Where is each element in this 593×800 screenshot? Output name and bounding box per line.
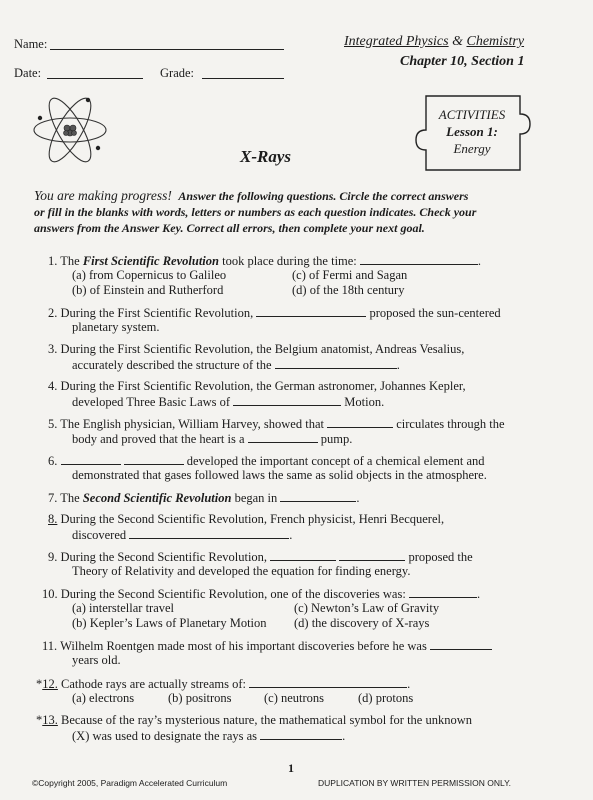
question-text: . xyxy=(476,587,481,601)
answer-blank[interactable] xyxy=(260,728,342,740)
question-star: * xyxy=(36,677,43,691)
question-number: 4. xyxy=(48,379,58,393)
question-text: The English physician, William Harvey, showed that xyxy=(60,417,324,431)
question-9 xyxy=(48,549,473,565)
choice-d[interactable]: (d) the discovery of X-rays xyxy=(294,616,430,630)
course-name-part2: Chemistry xyxy=(466,34,525,49)
question-9-line-2: Theory of Relativity and developed the equation for finding energy. xyxy=(72,564,411,578)
question-2-line-2: planetary system. xyxy=(72,320,160,334)
choice-c[interactable]: (c) of Fermi and Sagan xyxy=(292,268,408,282)
answer-blank[interactable] xyxy=(360,253,478,265)
answer-blank[interactable] xyxy=(233,394,341,406)
course-title xyxy=(344,34,524,50)
question-1 xyxy=(48,253,481,269)
question-number: 6. xyxy=(48,454,58,468)
question-3-line-2 xyxy=(72,357,400,373)
question-number: 7. xyxy=(48,491,58,505)
choice-a[interactable]: (a) electrons xyxy=(72,691,135,705)
course-name-part1: Integrated Physics xyxy=(344,34,449,49)
name-field[interactable] xyxy=(50,49,284,50)
question-8-line-2 xyxy=(72,527,292,543)
question-number: 8. xyxy=(48,512,58,526)
answer-blank[interactable] xyxy=(430,638,492,650)
question-text: . xyxy=(477,254,482,268)
question-text: body and proved that the heart is a xyxy=(72,432,245,446)
question-6-line-2: demonstrated that gases followed laws the same as solid objects in the atmosphere. xyxy=(72,468,487,482)
course-ampersand: & xyxy=(452,34,463,49)
question-number: 5. xyxy=(48,417,58,431)
question-text: (X) was used to designate the rays as xyxy=(72,729,258,743)
question-star: * xyxy=(36,713,43,727)
answer-blank-first[interactable] xyxy=(61,453,121,465)
question-11-line-2: years old. xyxy=(72,653,121,667)
answer-blank[interactable] xyxy=(275,357,397,369)
question-13 xyxy=(36,713,472,728)
page-number: 1 xyxy=(288,761,294,775)
question-10 xyxy=(42,586,480,602)
instructions-line-1 xyxy=(34,188,476,204)
question-12 xyxy=(36,676,410,692)
question-text: Because of the ray’s mysterious nature, the mathematical symbol for the unknown xyxy=(57,713,472,727)
choice-b[interactable]: (b) of Einstein and Rutherford xyxy=(72,283,224,297)
question-text: . xyxy=(356,491,360,505)
choice-b[interactable]: (b) Kepler’s Laws of Planetary Motion xyxy=(72,616,267,630)
answer-blank-last[interactable] xyxy=(124,453,184,465)
badge-lesson: Lesson 1: xyxy=(446,124,498,139)
instructions-line-3: answers from the Answer Key. Correct all errors, then complete your next goal. xyxy=(34,221,425,235)
answer-blank-last[interactable] xyxy=(339,549,405,561)
choice-d[interactable]: (d) of the 18th century xyxy=(292,283,405,297)
question-text: took place during the time: xyxy=(218,254,357,268)
question-7 xyxy=(48,490,360,506)
question-number: 9. xyxy=(48,550,58,564)
question-text: developed the important concept of a chemical element and xyxy=(186,454,485,468)
choice-b[interactable]: (b) positrons xyxy=(168,691,232,705)
date-field[interactable] xyxy=(47,78,143,79)
worksheet-title: X-Rays xyxy=(240,147,291,166)
answer-blank[interactable] xyxy=(129,527,289,539)
question-text: proposed the xyxy=(408,550,473,564)
badge-activities: ACTIVITIES xyxy=(438,107,506,122)
atom-icon xyxy=(30,88,110,168)
choice-a[interactable]: (a) from Copernicus to Galileo xyxy=(72,268,227,282)
question-5-line-2 xyxy=(72,431,352,447)
duplication-notice: DUPLICATION BY WRITTEN PERMISSION ONLY. xyxy=(318,778,512,788)
question-text: During the Second Scientific Revolution, one of the discoveries was: xyxy=(60,587,406,601)
choice-c[interactable]: (c) neutrons xyxy=(264,691,325,705)
choice-c[interactable]: (c) Newton’s Law of Gravity xyxy=(294,601,440,615)
question-number: 12. xyxy=(42,677,58,691)
question-text: During the Second Scientific Revolution, xyxy=(60,550,268,564)
grade-label: Grade: xyxy=(160,66,195,80)
answer-blank[interactable] xyxy=(280,490,356,502)
question-text: developed Three Basic Laws of xyxy=(72,395,231,409)
name-label: Name: xyxy=(14,37,48,51)
question-11 xyxy=(42,638,492,654)
question-number: 11. xyxy=(42,639,58,653)
question-text: . xyxy=(396,358,400,372)
question-text: Wilhelm Roentgen made most of his important discoveries before he was xyxy=(60,639,427,653)
question-4 xyxy=(48,379,466,394)
question-text: pump. xyxy=(320,432,353,446)
activities-badge xyxy=(426,106,518,157)
question-text: began in xyxy=(231,491,278,505)
question-number: 2. xyxy=(48,306,58,320)
question-text: During the First Scientific Revolution, xyxy=(60,306,254,320)
question-4-line-2 xyxy=(72,394,384,410)
question-text: The xyxy=(60,491,83,505)
answer-blank[interactable] xyxy=(409,586,477,598)
date-label: Date: xyxy=(14,66,42,80)
question-13-line-2 xyxy=(72,728,345,744)
question-text: During the Second Scientific Revolution, French physicist, Henri Becquerel, xyxy=(57,512,445,526)
choice-d[interactable]: (d) protons xyxy=(358,691,414,705)
question-text: . xyxy=(407,677,411,691)
chapter-section: Chapter 10, Section 1 xyxy=(400,54,525,69)
question-text: . xyxy=(289,528,293,542)
instructions-line-1-rest: Answer the following questions. Circle the correct answers xyxy=(178,189,469,203)
choice-a[interactable]: (a) interstellar travel xyxy=(72,601,175,615)
question-number: 3. xyxy=(48,342,58,356)
question-number: 13. xyxy=(42,713,58,727)
question-text: Motion. xyxy=(344,395,385,409)
question-text: discovered xyxy=(72,528,127,542)
answer-blank[interactable] xyxy=(327,416,393,428)
instructions-lead: You are making progress! xyxy=(34,188,172,203)
question-emphasis: First Scientific Revolution xyxy=(82,254,219,268)
question-text: During the First Scientific Revolution, the Belgium anatomist, Andreas Vesalius, xyxy=(60,342,465,356)
question-text: During the First Scientific Revolution, the German astronomer, Johannes Kepler, xyxy=(60,379,466,393)
answer-blank[interactable] xyxy=(248,431,318,443)
question-3 xyxy=(48,342,464,357)
answer-blank-first[interactable] xyxy=(270,549,336,561)
question-text: circulates through the xyxy=(396,417,505,431)
question-5 xyxy=(48,416,505,432)
question-number: 10. xyxy=(42,587,58,601)
question-6 xyxy=(48,453,485,469)
instructions-line-2: or fill in the blanks with words, letters or numbers as each question indicates. Check your xyxy=(34,205,477,219)
grade-field[interactable] xyxy=(202,78,284,79)
copyright-notice: ©Copyright 2005, Paradigm Accelerated Curriculum xyxy=(32,778,228,788)
question-number: 1. xyxy=(48,254,58,268)
question-text: proposed the sun-centered xyxy=(369,306,501,320)
question-2 xyxy=(48,305,501,321)
answer-blank[interactable] xyxy=(256,305,366,317)
answer-blank[interactable] xyxy=(249,676,407,688)
question-text: accurately described the structure of the xyxy=(72,358,272,372)
badge-topic: Energy xyxy=(453,141,491,156)
instructions xyxy=(34,188,476,236)
question-text: Cathode rays are actually streams of: xyxy=(57,677,246,691)
question-text: The xyxy=(60,254,83,268)
question-emphasis: Second Scientific Revolution xyxy=(82,491,232,505)
question-text: . xyxy=(342,729,346,743)
question-8 xyxy=(48,512,444,527)
